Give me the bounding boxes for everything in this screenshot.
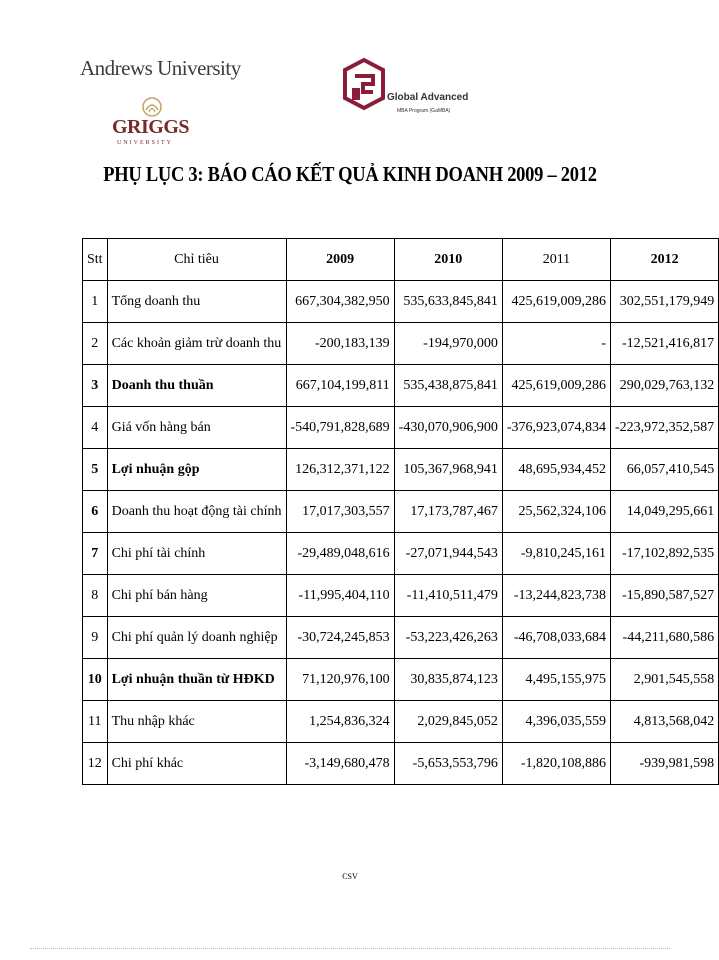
- page-bottom-divider: [30, 948, 670, 949]
- cell-2012: -15,890,587,527: [611, 575, 719, 617]
- table-row: [83, 533, 719, 575]
- cell-2012: -939,981,598: [611, 743, 719, 785]
- row-name: Doanh thu thuần: [107, 365, 286, 407]
- cell-2009: -3,149,680,478: [286, 743, 394, 785]
- cell-2010: 17,173,787,467: [394, 491, 502, 533]
- cell-2010: -53,223,426,263: [394, 617, 502, 659]
- header-2012: 2012: [611, 239, 719, 281]
- row-name: Chi phí khác: [107, 743, 286, 785]
- row-name: Các khoản giảm trừ doanh thu: [107, 323, 286, 365]
- cell-2012: -12,521,416,817: [611, 323, 719, 365]
- cell-2012: 2,901,545,558: [611, 659, 719, 701]
- cell-2012: -17,102,892,535: [611, 533, 719, 575]
- cell-2010: -11,410,511,479: [394, 575, 502, 617]
- cell-2012: 14,049,295,661: [611, 491, 719, 533]
- row-stt: 2: [83, 323, 108, 365]
- cell-2012: 302,551,179,949: [611, 281, 719, 323]
- table-row: [83, 365, 719, 407]
- cell-2011: 425,619,009,286: [502, 365, 610, 407]
- cell-2009: 667,104,199,811: [286, 365, 394, 407]
- header-stt: Stt: [83, 239, 108, 281]
- header-2010: 2010: [394, 239, 502, 281]
- cell-2009: 667,304,382,950: [286, 281, 394, 323]
- cell-2011: -: [502, 323, 610, 365]
- table-header-row: [83, 239, 719, 281]
- cell-2010: 535,438,875,841: [394, 365, 502, 407]
- table-row: [83, 323, 719, 365]
- row-name: Thu nhập khác: [107, 701, 286, 743]
- gamba-logo-subtitle: MBA Program (GaMBA): [397, 108, 451, 114]
- cell-2009: -11,995,404,110: [286, 575, 394, 617]
- header-2011: 2011: [502, 239, 610, 281]
- cell-2012: -223,972,352,587: [611, 407, 719, 449]
- table-row: [83, 659, 719, 701]
- griggs-logo-text: GRIGGS: [112, 116, 190, 138]
- header-indicator: Chỉ tiêu: [107, 239, 286, 281]
- cell-2009: -29,489,048,616: [286, 533, 394, 575]
- cell-2012: 66,057,410,545: [611, 449, 719, 491]
- table-row: [83, 491, 719, 533]
- cell-2011: 48,695,934,452: [502, 449, 610, 491]
- cell-2011: 4,396,035,559: [502, 701, 610, 743]
- income-statement-table: [82, 238, 719, 785]
- cell-2010: -5,653,553,796: [394, 743, 502, 785]
- cell-2011: -9,810,245,161: [502, 533, 610, 575]
- griggs-university-logo: [112, 92, 190, 152]
- row-name: Chi phí quản lý doanh nghiệp: [107, 617, 286, 659]
- gamba-emblem-icon: [343, 58, 385, 110]
- page-title: PHỤ LỤC 3: BÁO CÁO KẾT QUẢ KINH DOANH 2009 – 2012: [103, 162, 597, 186]
- row-stt: 4: [83, 407, 108, 449]
- table-row: [83, 281, 719, 323]
- cell-2012: -44,211,680,586: [611, 617, 719, 659]
- griggs-logo-subtext: UNIVERSITY: [117, 140, 173, 146]
- andrews-logo-text: Andrews University: [80, 56, 241, 80]
- cell-2010: 105,367,968,941: [394, 449, 502, 491]
- cell-2011: 4,495,155,975: [502, 659, 610, 701]
- cell-2009: 71,120,976,100: [286, 659, 394, 701]
- cell-2011: -46,708,033,684: [502, 617, 610, 659]
- cell-2010: -430,070,906,900: [394, 407, 502, 449]
- page-footer: CSV: [342, 872, 358, 881]
- row-stt: 11: [83, 701, 108, 743]
- row-stt: 5: [83, 449, 108, 491]
- gamba-logo-title: Global Advanced: [387, 92, 469, 103]
- cell-2010: -194,970,000: [394, 323, 502, 365]
- row-name: Chi phí tài chính: [107, 533, 286, 575]
- table-row: [83, 575, 719, 617]
- row-stt: 6: [83, 491, 108, 533]
- cell-2009: 126,312,371,122: [286, 449, 394, 491]
- cell-2009: -540,791,828,689: [286, 407, 394, 449]
- cell-2010: 2,029,845,052: [394, 701, 502, 743]
- cell-2011: -376,923,074,834: [502, 407, 610, 449]
- row-stt: 12: [83, 743, 108, 785]
- row-stt: 9: [83, 617, 108, 659]
- row-stt: 7: [83, 533, 108, 575]
- cell-2012: 290,029,763,132: [611, 365, 719, 407]
- cell-2009: 1,254,836,324: [286, 701, 394, 743]
- row-stt: 3: [83, 365, 108, 407]
- row-stt: 10: [83, 659, 108, 701]
- row-name: Doanh thu hoạt động tài chính: [107, 491, 286, 533]
- cell-2009: -200,183,139: [286, 323, 394, 365]
- table-row: [83, 701, 719, 743]
- andrews-university-logo: [80, 56, 241, 81]
- row-name: Tổng doanh thu: [107, 281, 286, 323]
- header-2009: 2009: [286, 239, 394, 281]
- gamba-logo: [343, 58, 473, 118]
- griggs-emblem-icon: [140, 96, 164, 118]
- cell-2010: 30,835,874,123: [394, 659, 502, 701]
- table-row: [83, 407, 719, 449]
- row-name: Lợi nhuận gộp: [107, 449, 286, 491]
- cell-2009: -30,724,245,853: [286, 617, 394, 659]
- cell-2010: 535,633,845,841: [394, 281, 502, 323]
- cell-2011: -13,244,823,738: [502, 575, 610, 617]
- row-stt: 8: [83, 575, 108, 617]
- cell-2012: 4,813,568,042: [611, 701, 719, 743]
- cell-2011: -1,820,108,886: [502, 743, 610, 785]
- row-name: Lợi nhuận thuần từ HĐKD: [107, 659, 286, 701]
- row-stt: 1: [83, 281, 108, 323]
- cell-2011: 425,619,009,286: [502, 281, 610, 323]
- table-row: [83, 743, 719, 785]
- row-name: Chi phí bán hàng: [107, 575, 286, 617]
- row-name: Giá vốn hàng bán: [107, 407, 286, 449]
- cell-2011: 25,562,324,106: [502, 491, 610, 533]
- cell-2009: 17,017,303,557: [286, 491, 394, 533]
- cell-2010: -27,071,944,543: [394, 533, 502, 575]
- table-row: [83, 449, 719, 491]
- table-row: [83, 617, 719, 659]
